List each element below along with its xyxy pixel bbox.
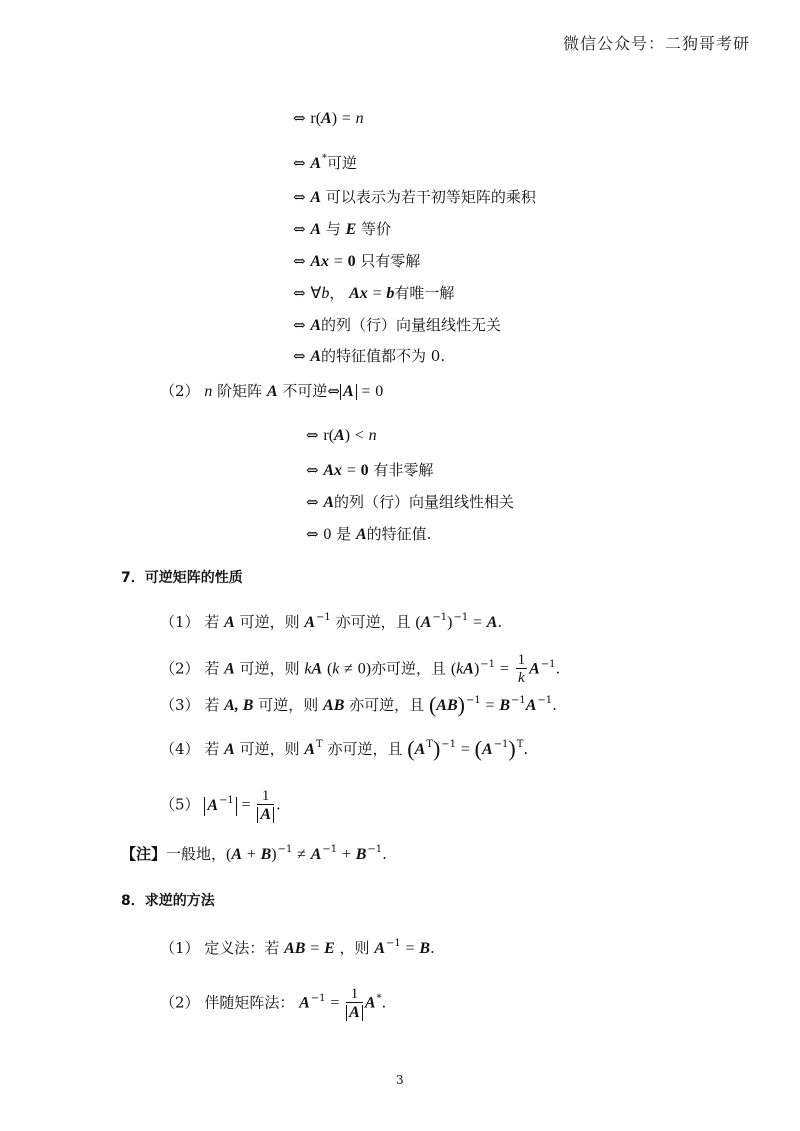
zero: 0 <box>323 526 332 543</box>
zero: 0 <box>357 660 366 678</box>
equals: = <box>460 741 470 758</box>
superscript: −1 <box>540 658 556 670</box>
equiv-arrow: ⇔ <box>293 252 306 270</box>
matrix-A: A <box>414 741 426 758</box>
numerator: 1 <box>257 788 274 805</box>
matrix-A: A <box>374 940 385 957</box>
matrix-B: B <box>260 846 272 863</box>
comma: ， <box>329 284 345 302</box>
period: . <box>552 696 557 714</box>
matrix-A: A <box>231 846 243 863</box>
plus: + <box>341 846 351 863</box>
equiv-arrow: ⇔ <box>293 316 306 334</box>
text: 的特征值都不为 0. <box>321 347 446 365</box>
equiv-rank-deficient <box>306 425 377 446</box>
determinant-A: A <box>257 807 274 823</box>
text: ，则 <box>339 939 370 957</box>
product-AB: AB <box>284 940 306 957</box>
property-2 <box>160 652 560 687</box>
paren: ( <box>474 736 482 761</box>
superscript: −1 <box>316 612 331 623</box>
equals: = <box>361 383 371 400</box>
vector-b: b <box>386 285 395 302</box>
matrix-B: B <box>355 846 367 863</box>
period: . <box>430 939 435 957</box>
equiv-only-zero-solution <box>293 251 420 272</box>
var-k: k <box>456 660 464 678</box>
paren: ( <box>226 846 232 863</box>
var-b: b <box>321 285 330 302</box>
matrix-A: A <box>525 697 537 714</box>
section-title-8: 8．求逆的方法 <box>121 893 215 909</box>
matrix-A: A <box>364 994 376 1012</box>
superscript: −1 <box>310 992 326 1004</box>
text: 不可逆 <box>282 382 328 400</box>
superscript: T <box>316 739 323 750</box>
matrix-A: A <box>304 614 316 631</box>
superscript: * <box>322 153 328 164</box>
item-number: （2） <box>160 993 200 1012</box>
paren: ) <box>271 846 277 863</box>
superscript: −1 <box>510 695 526 706</box>
superscript: * <box>376 992 382 1004</box>
paren: ) <box>457 692 465 717</box>
forall: ∀ <box>310 285 322 302</box>
var-n: n <box>204 383 213 400</box>
superscript: −1 <box>219 794 234 806</box>
matrix-A: A <box>463 660 474 678</box>
text: 亦可逆，且 <box>371 659 447 678</box>
text: 伴随矩阵法： <box>204 993 295 1012</box>
paren: ) <box>365 660 372 678</box>
text: 若 <box>204 696 220 714</box>
determinant-A: A <box>346 1005 363 1021</box>
item-number: （4） <box>160 740 200 758</box>
superscript: −1 <box>465 695 481 706</box>
product-AB: AB <box>323 697 345 714</box>
equiv-adjoint-invertible <box>293 153 357 176</box>
fraction <box>257 788 274 823</box>
less-than: < <box>354 427 364 444</box>
superscript: −1 <box>367 844 383 855</box>
equiv-arrow: ⇔ <box>293 109 306 127</box>
text: 可逆，则 <box>258 696 319 714</box>
numerator: 1 <box>346 986 363 1003</box>
period: . <box>523 740 529 758</box>
text: 一般地， <box>166 845 227 863</box>
fraction <box>346 986 363 1021</box>
fraction <box>516 652 528 687</box>
equiv-arrow: ⇔ <box>327 382 340 400</box>
equiv-arrow: ⇔ <box>306 493 319 511</box>
equiv-eigen-nonzero <box>293 346 445 367</box>
paren: ) <box>508 736 516 761</box>
matrix-A: A <box>310 317 322 334</box>
superscript: −1 <box>322 844 338 855</box>
equals: = <box>499 660 509 678</box>
equiv-elementary-product <box>293 187 536 208</box>
equals: = <box>341 110 351 127</box>
var-k: k <box>304 660 312 678</box>
superscript: −1 <box>277 844 293 855</box>
text: 若 <box>204 659 220 678</box>
text: 的列（行）向量组线性相关 <box>334 493 515 511</box>
matrix-A: A <box>311 660 323 678</box>
text: 定义法：若 <box>204 939 280 957</box>
text: 是 <box>336 525 352 543</box>
matrix-A: A <box>310 846 322 863</box>
var-n: n <box>355 110 364 127</box>
property-5 <box>160 788 281 823</box>
method-1 <box>160 938 435 961</box>
equiv-arrow: ⇔ <box>293 284 306 302</box>
text: 若 <box>204 740 220 758</box>
matrix-A: A <box>224 741 235 758</box>
equiv-rank-full <box>293 108 364 129</box>
superscript: −1 <box>385 938 401 949</box>
matrix-A: A <box>304 741 316 758</box>
matrix-A: A <box>310 189 322 206</box>
equiv-unique-solution <box>293 283 454 304</box>
item-number: （1） <box>160 939 200 957</box>
paren: ( <box>428 692 437 717</box>
matrix-A: A <box>224 614 235 631</box>
item-number: （2） <box>160 382 200 400</box>
text: 亦可逆，且 <box>349 696 425 714</box>
paren: ) <box>331 110 338 127</box>
superscript: −1 <box>537 695 553 706</box>
period: . <box>276 795 281 814</box>
text: 与 <box>325 220 341 238</box>
zero-vector: 0 <box>360 462 369 479</box>
matrix-A: A <box>299 994 310 1012</box>
property-1 <box>160 612 502 635</box>
matrix-E: E <box>345 221 357 238</box>
equiv-arrow: ⇔ <box>306 461 319 479</box>
text: 亦可逆，且 <box>335 613 411 631</box>
equiv-zero-eigenvalue <box>306 524 431 545</box>
equals: = <box>241 796 251 814</box>
matrix-A: A <box>355 526 367 543</box>
matrix-A: A <box>486 614 498 631</box>
equals: = <box>310 940 320 957</box>
plus: + <box>246 846 256 863</box>
superscript: T <box>516 739 524 750</box>
page-number: 3 <box>396 1073 404 1087</box>
equals: = <box>405 940 415 957</box>
matrices-A-B: A, B <box>224 697 254 714</box>
superscript: −1 <box>493 739 509 750</box>
paren: ( <box>326 660 333 678</box>
var-n: n <box>368 427 377 444</box>
method-2 <box>160 986 386 1021</box>
not-equal: ≠ <box>344 660 353 678</box>
text: 的列（行）向量组线性无关 <box>321 316 502 334</box>
superscript: −1 <box>432 612 448 623</box>
text: 若 <box>204 613 220 631</box>
equiv-equivalent-E <box>293 219 391 240</box>
paren: ) <box>432 736 441 761</box>
equals: = <box>372 285 382 302</box>
product-AB: AB <box>436 697 458 714</box>
property-4 <box>160 736 529 762</box>
text: 亦可逆，且 <box>327 740 403 758</box>
superscript: −1 <box>480 658 496 670</box>
equiv-arrow: ⇔ <box>293 220 306 238</box>
matrix-A: A <box>481 741 493 758</box>
text: 有唯一解 <box>394 284 455 302</box>
text: 只有零解 <box>360 252 421 270</box>
matrix-B: B <box>419 940 430 957</box>
property-3 <box>160 692 557 718</box>
equiv-arrow: ⇔ <box>306 426 319 444</box>
equiv-nonzero-solution <box>306 460 433 481</box>
equals: = <box>333 253 343 270</box>
note <box>121 844 387 867</box>
matrix-A: A <box>310 221 322 238</box>
period: . <box>382 845 387 863</box>
matrix-A: A <box>310 348 322 365</box>
section-title-7: 7．可逆矩阵的性质 <box>121 570 243 586</box>
rank-r: r <box>323 427 329 444</box>
paren: ) <box>447 614 453 631</box>
numerator: 1 <box>517 652 526 668</box>
note-label: 【注】 <box>121 845 167 863</box>
text: 可以表示为若干初等矩阵的乘积 <box>325 188 536 206</box>
text: 有非零解 <box>373 461 434 479</box>
matrix-A: A <box>224 660 235 678</box>
period: . <box>381 993 387 1012</box>
matrix-A: A <box>321 110 332 127</box>
item-number: （5） <box>160 795 200 814</box>
paren: ( <box>450 660 457 678</box>
superscript: −1 <box>453 612 469 623</box>
matrix-A: A <box>207 796 218 814</box>
matrix-E: E <box>324 940 335 957</box>
equals: = <box>472 614 483 631</box>
expr-Ax: Ax <box>310 253 330 270</box>
not-equal: ≠ <box>297 846 306 863</box>
noninvertible-title <box>160 381 383 402</box>
equiv-arrow: ⇔ <box>293 347 306 365</box>
matrix-A: A <box>529 660 540 678</box>
paren: ( <box>315 110 322 127</box>
equiv-arrow: ⇔ <box>293 154 306 172</box>
equiv-independent <box>293 315 501 336</box>
superscript: −1 <box>441 739 457 750</box>
period: . <box>555 659 561 678</box>
superscript: T <box>426 739 433 750</box>
period: . <box>497 613 503 631</box>
matrix-A: A <box>420 614 432 631</box>
determinant-A: A <box>340 384 357 400</box>
equiv-arrow: ⇔ <box>306 525 319 543</box>
paren: ) <box>473 660 480 678</box>
text: 可逆，则 <box>239 740 300 758</box>
matrix-A: A <box>323 494 335 511</box>
expr-Ax: Ax <box>349 285 368 302</box>
paren: ( <box>415 614 421 631</box>
text: 可逆 <box>327 154 358 172</box>
rank-r: r <box>310 110 316 127</box>
text: 可逆，则 <box>239 613 300 631</box>
text: 的特征值. <box>366 525 432 543</box>
zero-vector: 0 <box>347 253 356 270</box>
header-text: 微信公众号：二狗哥考研 <box>562 34 750 53</box>
item-number: （3） <box>160 696 200 714</box>
zero: 0 <box>375 383 384 400</box>
equals: = <box>346 462 356 479</box>
equiv-arrow: ⇔ <box>293 188 306 206</box>
item-number: （1） <box>160 613 200 631</box>
equals: = <box>330 994 340 1012</box>
paren: ( <box>407 736 415 761</box>
matrix-A: A <box>266 383 278 400</box>
matrix-A: A <box>334 427 345 444</box>
expr-Ax: Ax <box>323 462 343 479</box>
matrix-B: B <box>499 697 510 714</box>
text: 阶矩阵 <box>217 382 263 400</box>
text: 可逆，则 <box>239 659 300 678</box>
determinant-A-inverse <box>204 794 236 816</box>
text: 等价 <box>361 220 392 238</box>
item-number: （2） <box>160 659 200 678</box>
var-k: k <box>332 660 340 678</box>
denominator: k <box>518 670 525 686</box>
paren: ) <box>344 427 351 444</box>
paren: ( <box>328 427 335 444</box>
equals: = <box>485 697 495 714</box>
equiv-dependent <box>306 492 514 513</box>
matrix-A: A <box>310 155 322 172</box>
